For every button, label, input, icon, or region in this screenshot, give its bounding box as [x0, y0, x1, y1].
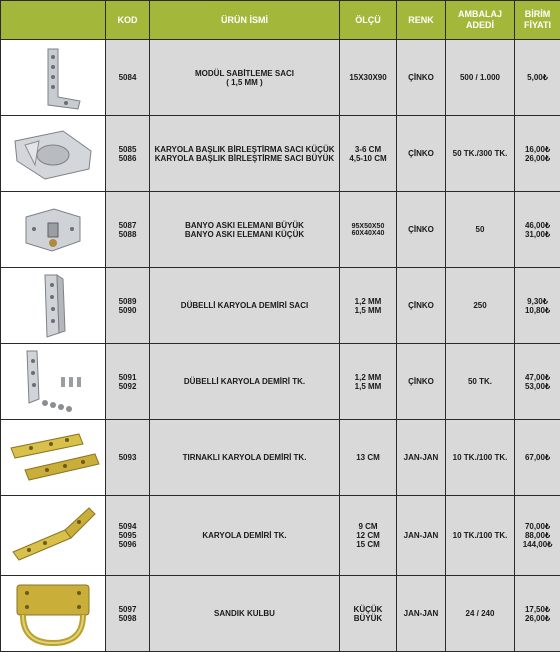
product-price: 88,00₺	[515, 531, 560, 540]
product-name: TIRNAKLI KARYOLA DEMİRİ TK.	[150, 453, 339, 462]
product-name: KARYOLA DEMİRİ TK.	[150, 531, 339, 540]
product-color: ÇİNKO	[408, 73, 434, 82]
product-price: 10,80₺	[515, 306, 560, 315]
product-image-cell	[1, 116, 106, 192]
product-color: ÇİNKO	[408, 225, 434, 234]
product-price: 16,00₺	[515, 145, 560, 154]
bed-connector-plate-icon	[5, 121, 101, 187]
header-price: BİRİM FİYATI	[515, 1, 560, 40]
product-size: 3-6 CM	[340, 145, 396, 154]
product-size: 1,5 MM	[340, 382, 396, 391]
product-color: ÇİNKO	[408, 149, 434, 158]
product-code: 5097	[106, 605, 149, 614]
table-row	[1, 268, 560, 344]
table-row	[1, 344, 560, 420]
product-size: 12 CM	[340, 531, 396, 540]
dowel-bracket-plate-icon	[23, 271, 83, 341]
product-size: 4,5-10 CM	[340, 154, 396, 163]
table-row	[1, 116, 560, 192]
product-size: 15 CM	[340, 540, 396, 549]
product-code: 5091	[106, 373, 149, 382]
table-row	[1, 192, 560, 268]
table-row	[1, 40, 560, 116]
header-pack: AMBALAJ ADEDİ	[446, 1, 515, 40]
product-size: 1,2 MM	[340, 297, 396, 306]
product-name: DÜBELLİ KARYOLA DEMİRİ TK.	[150, 377, 339, 386]
header-size: ÖLÇÜ	[340, 1, 397, 40]
product-code: 5098	[106, 614, 149, 623]
product-code: 5093	[106, 453, 149, 462]
chest-handle-icon	[7, 579, 99, 649]
bed-bracket-icon	[5, 500, 101, 572]
table-row	[1, 576, 560, 652]
product-code: 5094	[106, 522, 149, 531]
product-code: 5085	[106, 145, 149, 154]
header-row	[1, 1, 560, 40]
product-image-cell	[1, 344, 106, 420]
product-size: 1,5 MM	[340, 306, 396, 315]
table-row	[1, 420, 560, 496]
product-color: JAN-JAN	[404, 453, 439, 462]
product-price: 144,00₺	[515, 540, 560, 549]
product-pack: 24 / 240	[466, 609, 495, 618]
product-price: 47,00₺	[515, 373, 560, 382]
product-price: 67,00₺	[515, 453, 560, 462]
product-image-cell	[1, 40, 106, 116]
product-color: ÇİNKO	[408, 301, 434, 310]
product-name: BANYO ASKI ELEMANI BÜYÜK	[150, 221, 339, 230]
header-code: KOD	[106, 1, 150, 40]
product-price: 5,00₺	[515, 73, 560, 82]
product-pack: 10 TK./100 TK.	[453, 453, 508, 462]
product-name: BANYO ASKI ELEMANI KÜÇÜK	[150, 230, 339, 239]
product-pack: 50 TK./300 TK.	[453, 149, 508, 158]
product-name: MODÜL SABİTLEME SACI ( 1,5 MM )	[150, 69, 339, 87]
product-size: 1,2 MM	[340, 373, 396, 382]
product-code: 5086	[106, 154, 149, 163]
product-size: KÜÇÜK	[340, 605, 396, 614]
table-row	[1, 496, 560, 576]
header-name: ÜRÜN İSMİ	[150, 1, 340, 40]
product-price: 17,50₺	[515, 605, 560, 614]
product-size: 9 CM	[340, 522, 396, 531]
product-code: 5092	[106, 382, 149, 391]
product-price: 53,00₺	[515, 382, 560, 391]
product-code: 5090	[106, 306, 149, 315]
product-size: 95X50X50	[340, 223, 396, 230]
product-name: KARYOLA BAŞLIK BİRLEŞTİRME SACI BÜYÜK	[150, 154, 339, 163]
product-size: 13 CM	[340, 453, 396, 462]
product-code: 5096	[106, 540, 149, 549]
product-pack: 10 TK./100 TK.	[453, 531, 508, 540]
claw-bed-bracket-icon	[3, 424, 103, 492]
product-code: 5095	[106, 531, 149, 540]
product-name: KARYOLA BAŞLIK BİRLEŞTİRMA SACI KÜÇÜK	[150, 145, 339, 154]
product-pack: 50	[476, 225, 485, 234]
product-price: 46,00₺	[515, 221, 560, 230]
product-image-cell	[1, 192, 106, 268]
product-price: 26,00₺	[515, 154, 560, 163]
product-size: 60X40X40	[340, 230, 396, 237]
product-color: ÇİNKO	[408, 377, 434, 386]
header-image	[1, 1, 106, 40]
product-price: 9,30₺	[515, 297, 560, 306]
product-code: 5089	[106, 297, 149, 306]
product-color: JAN-JAN	[404, 609, 439, 618]
product-size: 15X30X90	[340, 73, 396, 82]
product-price: 31,00₺	[515, 230, 560, 239]
product-code: 5088	[106, 230, 149, 239]
l-bracket-icon	[18, 43, 88, 113]
product-pack: 250	[473, 301, 486, 310]
hanger-bracket-icon	[8, 197, 98, 263]
product-image-cell	[1, 268, 106, 344]
product-price: 70,00₺	[515, 522, 560, 531]
product-color: JAN-JAN	[404, 531, 439, 540]
product-image-cell	[1, 496, 106, 576]
product-name: SANDIK KULBU	[150, 609, 339, 618]
product-pack: 50 TK.	[468, 377, 492, 386]
product-name: DÜBELLİ KARYOLA DEMİRİ SACI	[150, 301, 339, 310]
product-code: 5087	[106, 221, 149, 230]
product-pack: 500 / 1.000	[460, 73, 500, 82]
product-image-cell	[1, 420, 106, 496]
product-price: 26,00₺	[515, 614, 560, 623]
product-code: 5084	[106, 73, 149, 82]
dowel-bracket-set-icon	[13, 347, 93, 417]
header-color: RENK	[397, 1, 446, 40]
product-image-cell	[1, 576, 106, 652]
product-size: BÜYÜK	[340, 614, 396, 623]
